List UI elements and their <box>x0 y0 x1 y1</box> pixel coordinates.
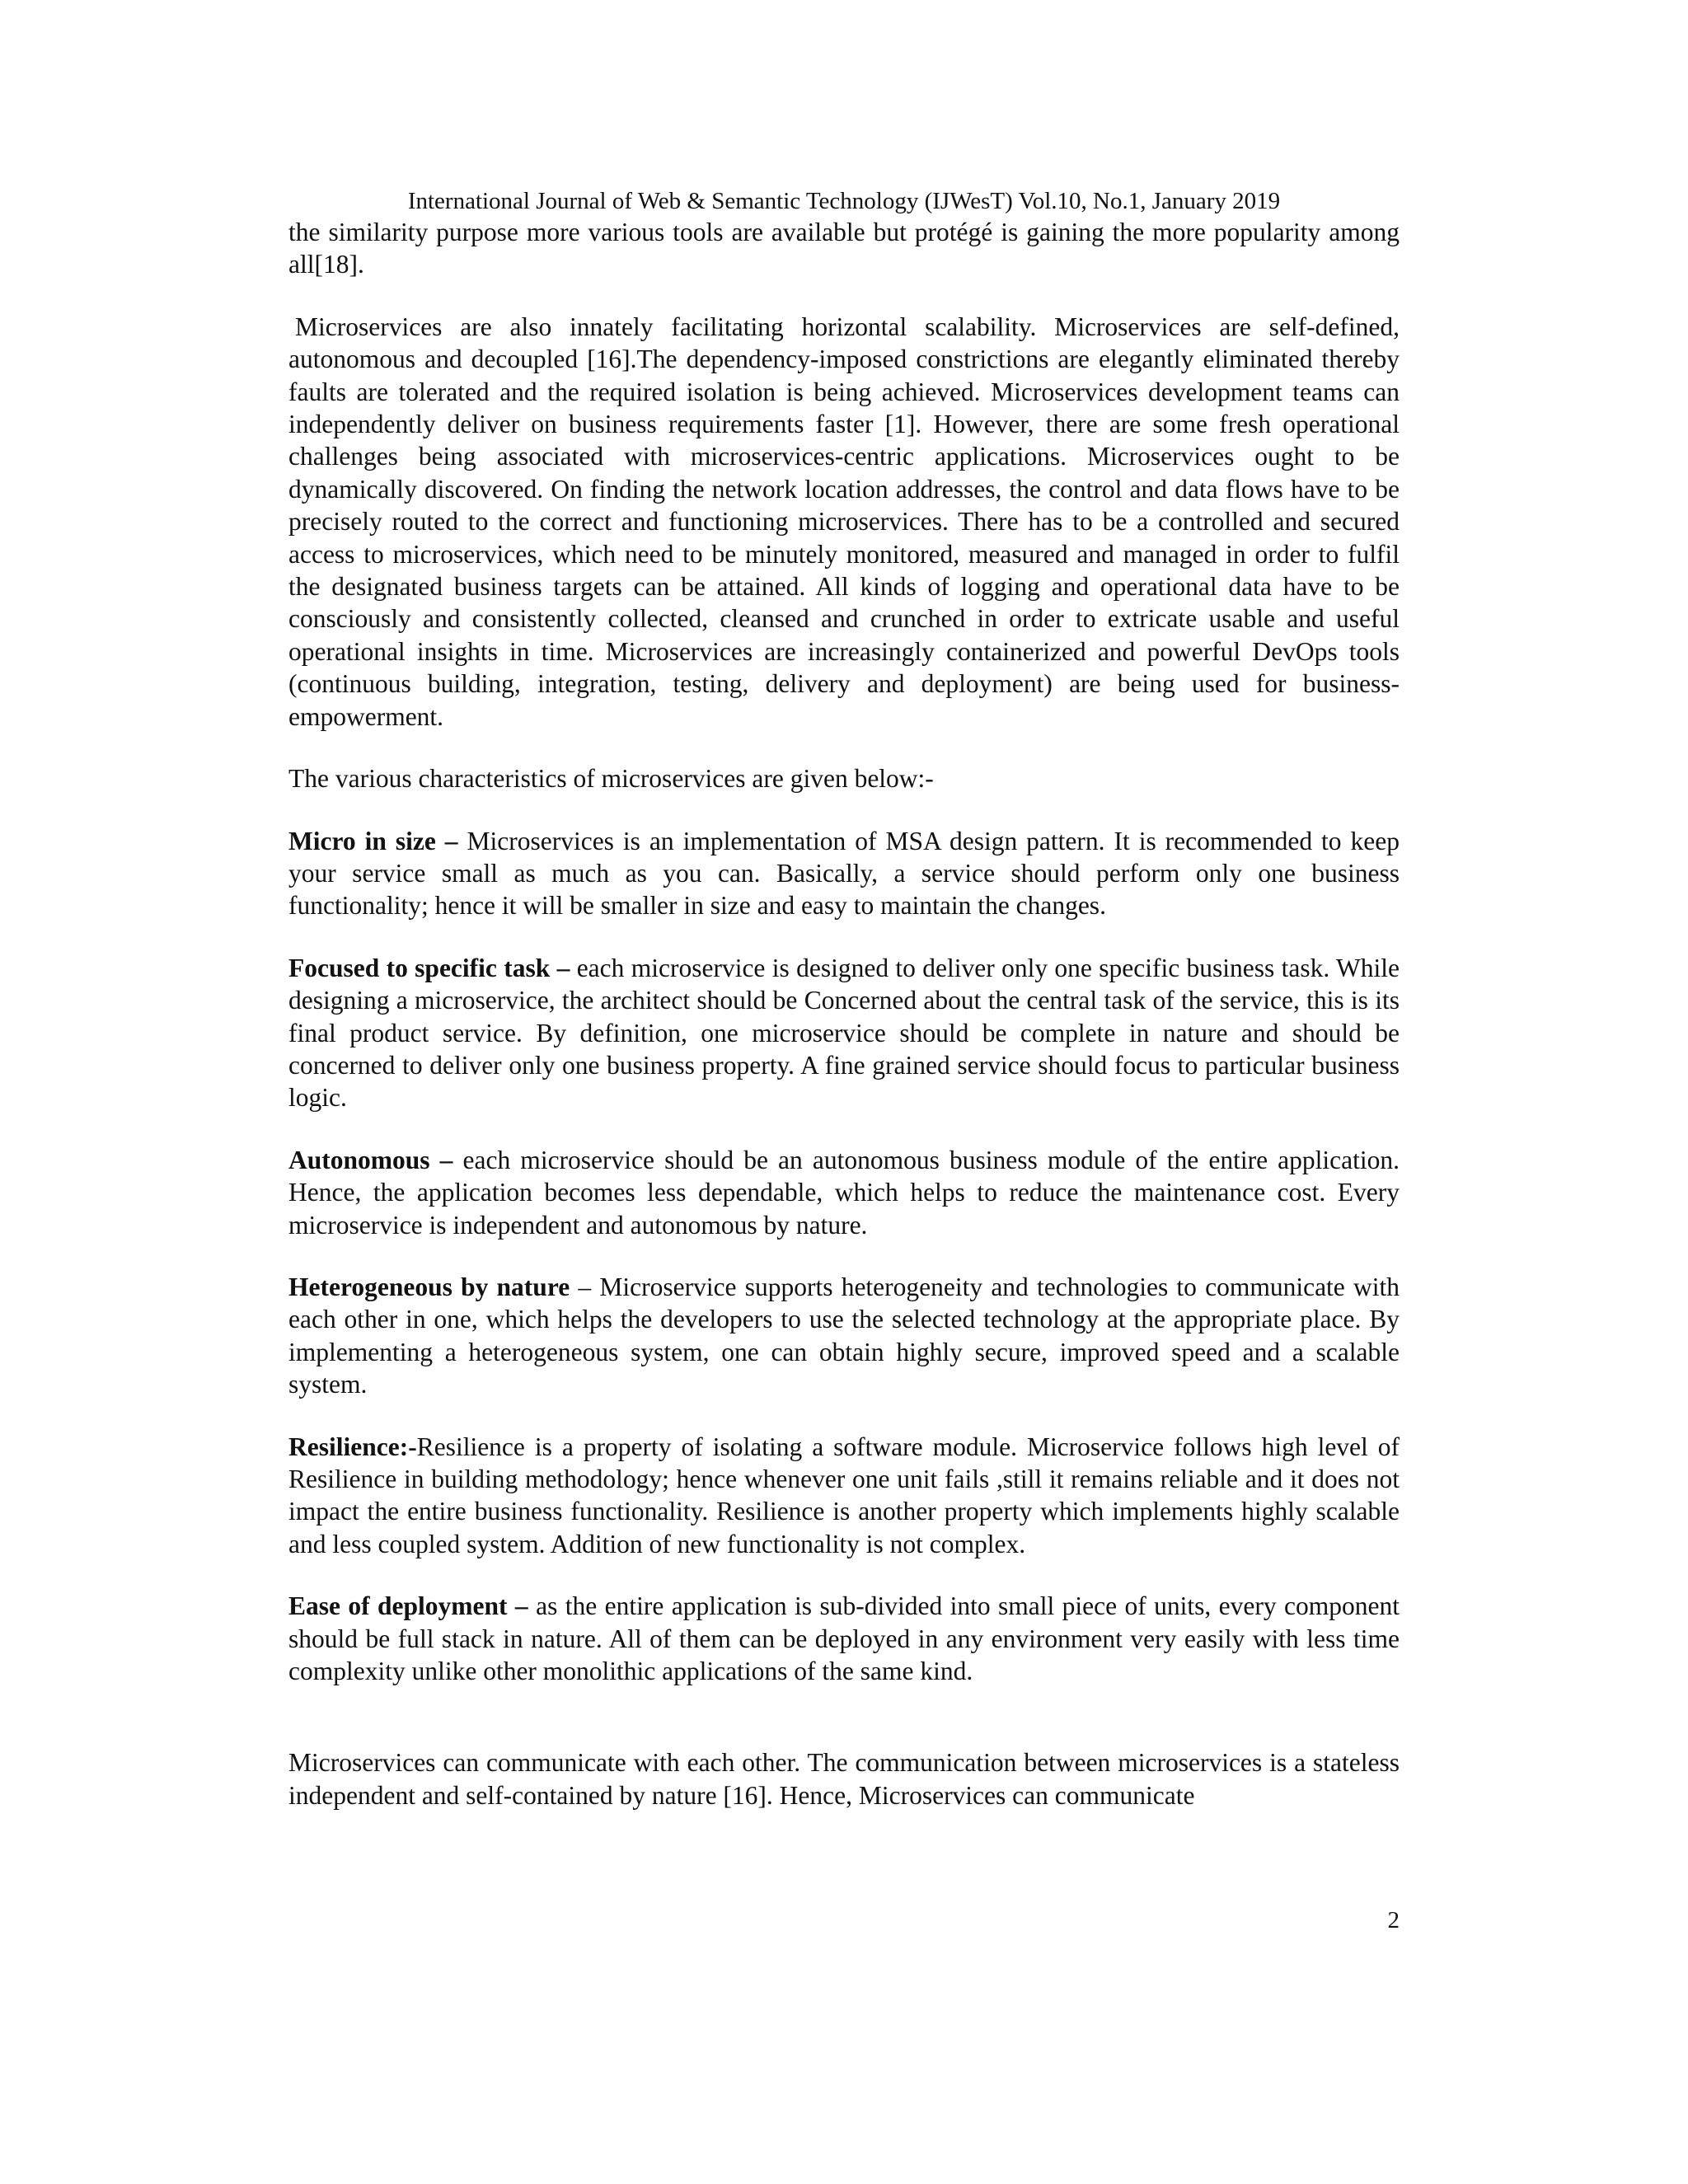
definition-heterogeneous: – Microservice supports heterogeneity and technologies to communicate with each other in one, which helps the developers to use the selected technology at the appropriate place. By implementing a heterogeneous system, one can obtain highly secure, improved speed and a scalable system. <box>288 1272 1400 1399</box>
definition-focused-task: each microservice is designed to deliver only one specific business task. While designing a microservice, the architect should be Concerned about the central task of the service, this is its final product service. By definition, one microservice should be complete in nature and should be concerned to deliver only one business property. A fine grained service should focus to particular business logic. <box>288 953 1400 1113</box>
characteristic-autonomous <box>288 1144 1400 1241</box>
characteristic-ease-of-deployment <box>288 1590 1400 1687</box>
definition-autonomous: each microservice should be an autonomous business module of the entire application. Hence, the application becomes less dependable, which helps to reduce the maintenance cost. Every microservice is independent and autonomous by nature. <box>288 1145 1400 1240</box>
term-focused-task: Focused to specific task – <box>288 953 570 982</box>
term-resilience: Resilience:- <box>288 1432 417 1461</box>
running-header: International Journal of Web & Semantic Technology (IJWesT) Vol.10, No.1, January 2019 <box>407 188 1281 214</box>
term-heterogeneous: Heterogeneous by nature <box>288 1272 570 1301</box>
definition-ease-of-deployment: as the entire application is sub-divided into small piece of units, every component should be full stack in nature. All of them can be deployed in any environment very easily with less time complexity unlike other monolithic applications of the same kind. <box>288 1591 1400 1686</box>
characteristics-intro: The various characteristics of microservices are given below:- <box>288 764 934 794</box>
term-micro-in-size: Micro in size – <box>288 826 458 855</box>
characteristic-heterogeneous <box>288 1271 1400 1401</box>
definition-micro-in-size: Microservices is an implementation of MSA design pattern. It is recommended to keep your service small as much as you can. Basically, a service should perform only one business functionality; hence it will be smaller in size and easy to maintain the changes. <box>288 826 1400 921</box>
scalability-paragraph: Microservices are also innately facilitating horizontal scalability. Microservices are self-defined, autonomous and decoupled [16].The dependency-imposed constrictions are elegantly eliminated thereby faults are tolerated and the required isolation is being achieved. Microservices development teams can independently deliver on business requirements faster [1]. However, there are some fresh operational challenges being associated with microservices-centric applications. Microservices ought to be dynamically discovered. On finding the network location addresses, the control and data flows have to be precisely routed to the correct and functioning microservices. There has to be a controlled and secured access to microservices, which need to be minutely monitored, measured and managed in order to fulfil the designated business targets can be attained. All kinds of logging and operational data have to be consciously and consistently collected, cleansed and crunched in order to extricate usable and useful operational insights in time. Microservices are increasingly containerized and powerful DevOps tools (continuous building, integration, testing, delivery and deployment) are being used for business-empowerment. <box>288 312 1400 731</box>
characteristic-micro-in-size <box>288 825 1400 922</box>
intro-continuation-paragraph: the similarity purpose more various tools are available but protégé is gaining the more popularity among all[18]. <box>288 218 1400 279</box>
communication-paragraph: Microservices can communicate with each other. The communication between microservices is a stateless independent and self-contained by nature [16]. Hence, Microservices can communicate <box>288 1748 1400 1810</box>
term-autonomous: Autonomous – <box>288 1145 453 1174</box>
body-text <box>288 216 1400 1841</box>
term-ease-of-deployment: Ease of deployment – <box>288 1591 528 1621</box>
characteristic-focused-task <box>288 952 1400 1114</box>
definition-resilience: Resilience is a property of isolating a software module. Microservice follows high level of Resilience in building methodology; hence whenever one unit fails ,still it remains reliable and it does not impact the entire business functionality. Resilience is another property which implements highly scalable and less coupled system. Addition of new functionality is not complex. <box>288 1432 1400 1558</box>
page-number: 2 <box>1387 1907 1400 1933</box>
characteristic-resilience <box>288 1431 1400 1561</box>
